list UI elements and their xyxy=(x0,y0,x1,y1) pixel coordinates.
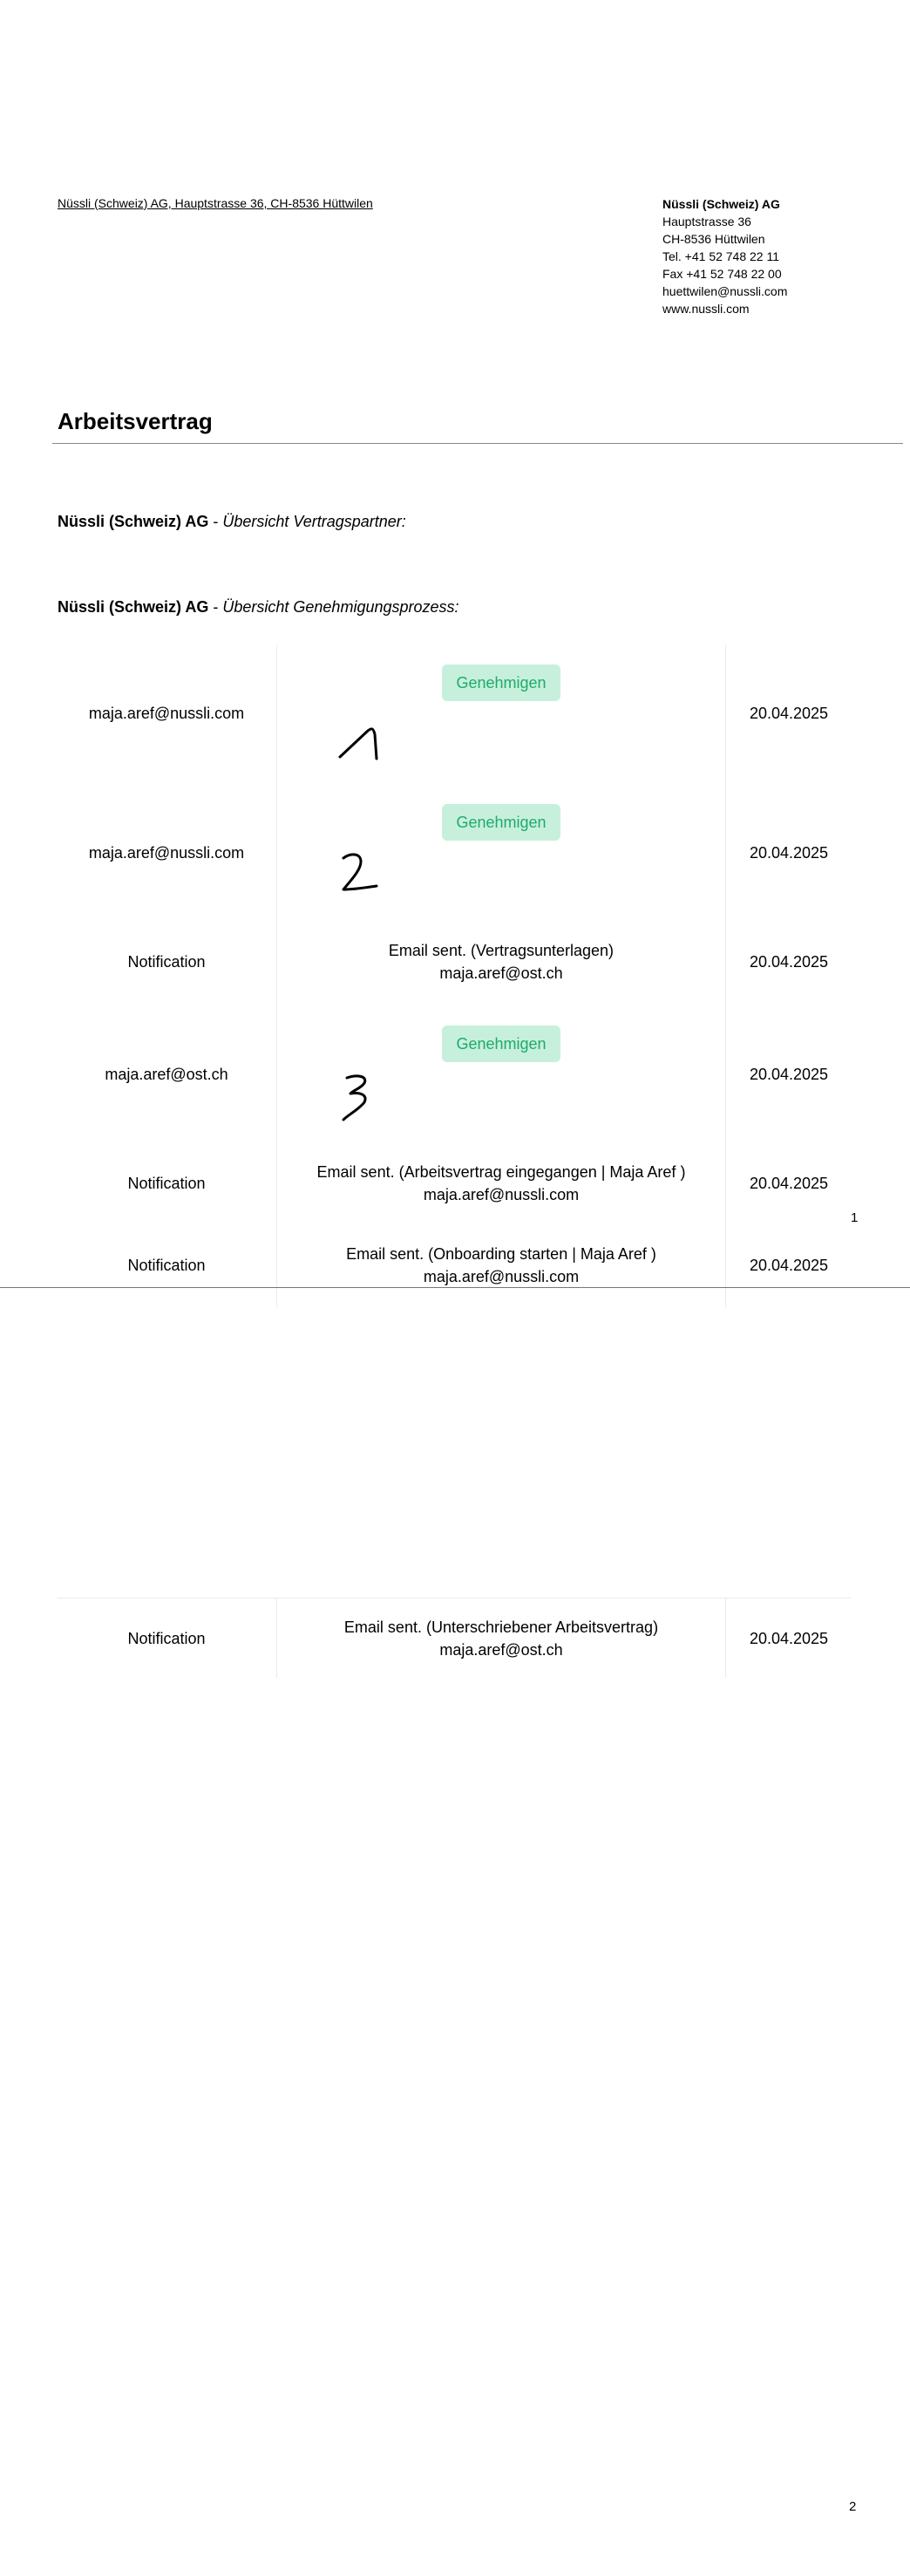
row-actor: Notification xyxy=(127,1257,206,1274)
section-company: Nüssli (Schweiz) AG xyxy=(58,513,209,530)
row-date: 20.04.2025 xyxy=(749,1630,829,1647)
company-tel: Tel. +41 52 748 22 11 xyxy=(662,249,780,263)
message-recipient: maja.aref@nussli.com xyxy=(423,1186,580,1203)
company-city: CH-8536 Hüttwilen xyxy=(662,232,765,246)
section-company: Nüssli (Schweiz) AG xyxy=(58,598,209,616)
row-date: 20.04.2025 xyxy=(749,1175,829,1192)
row-message xyxy=(277,931,725,992)
page-number: 2 xyxy=(849,2499,857,2514)
row-date: 20.04.2025 xyxy=(749,1066,829,1083)
row-actor: Notification xyxy=(127,953,206,971)
row-actor: maja.aref@nussli.com xyxy=(88,844,245,862)
approve-button[interactable]: Genehmigen xyxy=(442,804,560,841)
table-row xyxy=(58,1013,851,1135)
message-subject: Email sent. (Arbeitsvertrag eingegangen | Maja Aref ) xyxy=(316,1163,686,1181)
table-row xyxy=(58,1608,851,1669)
section-separator: - xyxy=(208,513,223,530)
table-row xyxy=(58,1153,851,1214)
company-name: Nüssli (Schweiz) AG xyxy=(662,197,780,211)
row-message xyxy=(277,1608,725,1669)
section-heading-approval xyxy=(58,598,459,617)
table-row xyxy=(58,652,851,774)
message-subject: Email sent. (Unterschriebener Arbeitsvertrag) xyxy=(343,1619,659,1636)
document-title: Arbeitsvertrag xyxy=(58,408,213,434)
row-date: 20.04.2025 xyxy=(749,1257,829,1274)
page-break-divider xyxy=(0,1287,910,1288)
message-subject: Email sent. (Vertragsunterlagen) xyxy=(388,942,615,959)
message-recipient: maja.aref@ost.ch xyxy=(439,1641,563,1659)
row-actor: Notification xyxy=(127,1175,206,1192)
message-recipient: maja.aref@ost.ch xyxy=(439,964,563,982)
company-email: huettwilen@nussli.com xyxy=(662,284,788,298)
approve-button[interactable]: Genehmigen xyxy=(442,664,560,701)
company-street: Hauptstrasse 36 xyxy=(662,215,751,228)
row-date: 20.04.2025 xyxy=(749,705,829,722)
row-message xyxy=(277,1153,725,1214)
row-actor: Notification xyxy=(127,1630,206,1647)
title-divider xyxy=(52,443,903,444)
signature-drawing xyxy=(338,849,390,898)
section-heading-partners xyxy=(58,513,406,531)
company-website: www.nussli.com xyxy=(662,302,750,316)
row-actor: maja.aref@ost.ch xyxy=(105,1066,228,1083)
sender-address-line: Nüssli (Schweiz) AG, Hauptstrasse 36, CH-8536 Hüttwilen xyxy=(58,196,373,210)
table-row xyxy=(58,931,851,992)
table-row xyxy=(58,792,851,914)
row-date: 20.04.2025 xyxy=(749,844,829,862)
message-subject: Email sent. (Onboarding starten | Maja Aref ) xyxy=(346,1245,656,1263)
company-address-block xyxy=(662,195,787,317)
row-actor: maja.aref@nussli.com xyxy=(88,705,245,722)
approve-button[interactable]: Genehmigen xyxy=(442,1026,560,1062)
company-fax: Fax +41 52 748 22 00 xyxy=(662,267,782,281)
signature-drawing xyxy=(338,1071,390,1127)
section-label: Übersicht Vertragspartner: xyxy=(222,513,406,530)
signature-drawing xyxy=(336,708,389,764)
message-recipient: maja.aref@nussli.com xyxy=(423,1268,580,1285)
page-number: 1 xyxy=(851,1210,859,1225)
section-separator: - xyxy=(208,598,223,616)
section-label: Übersicht Genehmigungsprozess: xyxy=(222,598,459,616)
row-date: 20.04.2025 xyxy=(749,953,829,971)
